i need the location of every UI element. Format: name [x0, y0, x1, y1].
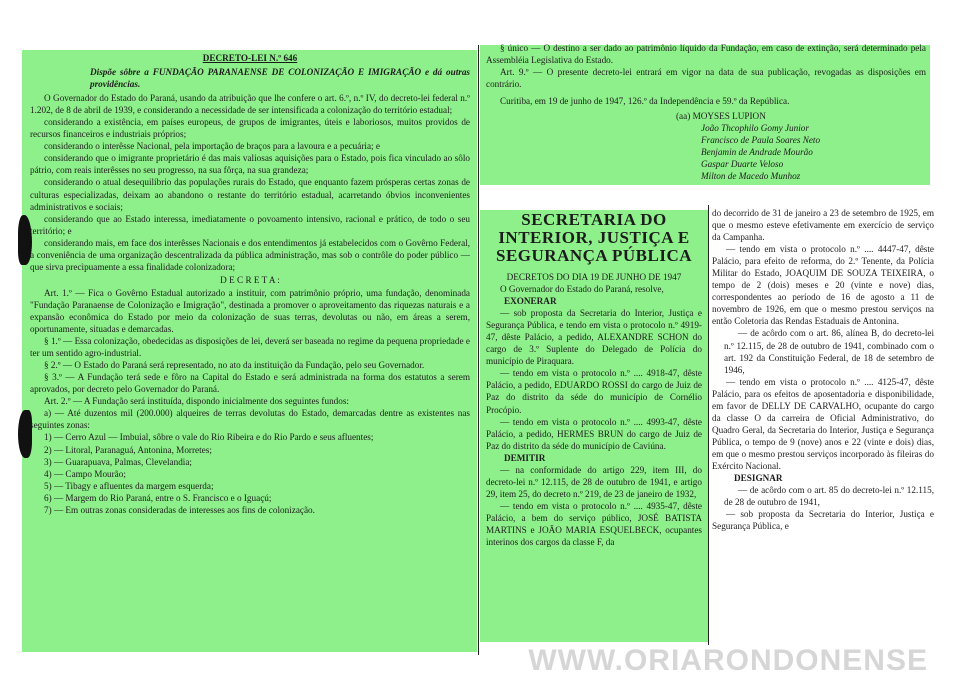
signature: João Thcophilo Gomy Junior — [701, 123, 809, 134]
article-paragraph: § 1.º — Essa colonização, obedecidas as disposições de lei, deverá ser baseada no regime da pequena propriedade e ter um sentido agro-industrial. — [30, 336, 470, 359]
decree-item: — tendo em vista o protocolo n.º .... 4993-47, dêste Palácio, a pedido, HERMES BRUN do cargo de Juiz de Paz do distrito da séde do município de Caviúna. — [486, 416, 702, 451]
article-paragraph: Art. 2.º — A Fundação será instituída, dispondo inicialmente dos seguintes fundos: — [44, 396, 349, 407]
closing-paragraph: Art. 9.º — O presente decreto-lei entrará em vigor na data de sua publicação, revogadas as disposições em contrário. — [486, 67, 926, 90]
decree-summary: Dispõe sôbre a FUNDAÇÃO PARANAENSE DE COLONIZAÇÃO E IMIGRAÇÃO e dá outras providências. — [90, 67, 470, 90]
article-paragraph: Art. 1.º — Fica o Govêrno Estadual autorizado a instituir, com patrimônio próprio, uma fundação, denominada "Fundação Paranaense de Colonização e Imigração", destinada a promover o aproveitamento das riquezas naturais e a expansão econômica do Estado por meio da colonização de suas terras, devolutas ou não, em áreas a serem, oportunamente, situadas e demarcadas. — [30, 287, 470, 335]
signature: Gaspar Duarte Veloso — [701, 159, 784, 170]
column-rule-right — [708, 205, 709, 645]
zone-item: 4) — Campo Mourão; — [44, 468, 126, 479]
decree-item: — de acôrdo com o art. 85 do decreto-lei n.º 12.115, de 28 de outubro de 1941, — [724, 485, 934, 508]
preamble-paragraph: considerando o interêsse Nacional, pela importação de braços para a lavoura e a pecuária; e — [44, 141, 380, 152]
decree-item: — sob proposta da Secretaria do Interior, Justiça e Segurança Pública, e tendo em vista o protocolo n.º 4919-47, dêste Palácio, a pedido, ALEXANDRE SCHON do cargo de 3.º Suplente do Delegado de Polícia do município de Piraquara. — [486, 308, 702, 367]
section-designar: DESIGNAR — [734, 473, 783, 484]
preamble-paragraph: considerando que o imigrante proprietário é das mais valiosas aquisições para o Estado, pois fica vinculado ao sôlo pátrio, com reais interêsses no seu progresso, na sua fôrça, na sua grandeza; — [30, 153, 470, 176]
zone-item: 7) — Em outras zonas consideradas de interesses aos fins de colonização. — [44, 504, 315, 515]
secretaria-column — [486, 211, 702, 643]
decree-item: — tendo em vista o protocolo n.º .... 4935-47, dêste Palácio, a bem do serviço público, JOSÉ BATISTA MARTINS e JOÃO MARIA ESQUELBECK, ocupantes interinos dos cargos da classe F, da — [486, 500, 702, 548]
decreta-heading: D E C R E T A : — [220, 274, 280, 285]
top-right-block — [486, 42, 926, 187]
secretaria-heading: SECRETARIA DO INTERIOR, JUSTIÇA E SEGURANÇA PÚBLICA — [496, 211, 692, 265]
decree-item: — de acôrdo com o art. 86, alínea B, do decreto-lei n.º 12.115, de 28 de outubro de 1941, combinado com o art. 192 da Constituição Federal, de 18 de setembro de 1946, — [724, 328, 934, 375]
signature: Benjamin de Andrade Mourão — [701, 147, 813, 158]
signature: Milton de Macedo Munhoz — [701, 171, 801, 182]
article-paragraph: § 2.º — O Estado do Paraná será representado, no ato da instituição da Fundação, pelo seu Governador. — [44, 360, 425, 371]
preamble-paragraph: considerando o atual desequilíbrio das populações rurais do Estado, que enquanto fazem prósperas certas zonas de culturas especializadas, deixam ao abandono o restante do território estadual, acarretando óbvios inconvenientes administrativos e sociais; — [30, 177, 470, 212]
zone-item: 5) — Tibagy e afluentes da margem esquerda; — [44, 480, 214, 491]
section-demitir: DEMITIR — [504, 452, 546, 463]
preamble-paragraph: considerando que ao Estado interessa, imediatamente o povoamento intensivo, racional e prático, de todo o seu território; e — [30, 213, 470, 236]
decree-item: — tendo em vista o protocolo n.º .... 4918-47, dêste Palácio, a pedido, EDUARDO ROSSI do cargo de Juiz de Paz do distrito da séde do município de Cornélio Procópio. — [486, 368, 702, 415]
intro-line: O Governador do Estado do Paraná, resolve, — [500, 284, 664, 295]
decree-title: DECRETO-LEI N.º 646 — [202, 53, 298, 63]
closing-paragraph: § único — O destino a ser dado ao patrimônio líquido da Fundação, em caso de extinção, será determinado pela Assembléia Legislativa do Estado. — [486, 43, 926, 66]
signature-governor: (aa) MOYSES LUPION — [676, 111, 766, 122]
article-paragraph: § 3.º — A Fundação terá sede e fôro na Capital do Estado e será administrada na forma dos estatutos a serem aprovados, por decreto pelo Governador do Paraná. — [30, 372, 470, 395]
column-rule-left — [478, 45, 479, 655]
signature: Francisco de Paula Soares Neto — [701, 135, 821, 146]
decree-item: — na conformidade do artigo 229, item III, do decreto-lei n.º 12.115, de 28 de outubro de 1941, e artigo 29, item 25, do decreto n.º 219, de 23 de janeiro de 1932, — [486, 464, 702, 499]
article-paragraph: a) — Até duzentos mil (200.000) alqueires de terras devolutas do Estado, demarcadas dentre as existentes nas seguintes zonas: — [30, 408, 470, 431]
left-column — [30, 52, 470, 652]
zone-item: 6) — Margem do Rio Paraná, entre o S. Francisco e o Iguaçú; — [44, 492, 272, 503]
zone-item: 1) — Cerro Azul — Imbuial, sôbre o vale do Rio Ribeira e do Rio Pardo e seus afluentes; — [44, 432, 374, 443]
decree-item: — tendo em vista o protocolo n.º .... 4447-47, dêste Palácio, para efeito de reforma, do 2.º Tenente, da Polícia Militar do Estado, JOAQUIM DE SOUZA TEIXEIRA, o tempo de 2 (dois) meses e 20 (vinte e nove) dias, correspondentes ao período de 16 de agosto a 11 de novembro de 1926, em que o mesmo prestou serviços na então Coletoria das Rendas Estaduais de Antonina. — [712, 244, 934, 327]
decrees-date-heading: DECRETOS DO DIA 19 DE JUNHO DE 1947 — [506, 272, 682, 282]
dateline: Curitiba, em 19 de junho de 1947, 126.º da Independência e 59.º da República. — [500, 96, 790, 107]
preamble-paragraph: considerando a existência, em países europeus, de grupos de imigrantes, úteis e laboriosos, muitos providos de recursos financeiros e industriais próprios; — [30, 117, 470, 140]
decree-item: do decorrido de 31 de janeiro a 23 de setembro de 1925, em que o mesmo esteve efetivamente em exercício de serviço da Campanha. — [712, 208, 934, 243]
zone-item: 3) — Guarapuava, Palmas, Clevelandia; — [44, 456, 192, 467]
preamble-paragraph: considerando mais, em face dos interêsses Nacionais e dos entendimentos já estabelecidos com o Govêrno Federal, a conveniência de uma organização descentralizada da pública administração, mas sob o contrôle do poder público — que sirva precìpuamente a essa finalidade colonizadora; — [30, 237, 470, 272]
zone-item: 2) — Litoral, Paranaguá, Antonina, Morretes; — [44, 444, 212, 455]
watermark: WWW.ORIARONDONENSE — [528, 644, 928, 677]
decree-item: — sob proposta da Secretaria do Interior, Justiça e Segurança Pública, e — [712, 509, 934, 532]
right-column — [712, 207, 934, 643]
preamble-paragraph: O Governador do Estado do Paraná, usando da atribuição que lhe confere o art. 6.º, n.º IV, do decreto-lei federal n.º 1.202, de 8 de abril de 1939, e considerando a necessidade de ser intensificada a colonização do território estadual; — [30, 93, 470, 116]
section-exonerar: EXONERAR — [504, 296, 557, 307]
decree-item: — tendo em vista o protocolo n.º .... 4125-47, dêste Palácio, para os efeitos de aposentadoria e disponibilidade, em favor de DELLY DE CARVALHO, ocupante do cargo da classe O da carreira de Oficial Administrativo, do Quadro Geral, da Secretaria do Interior, Justiça e Segurança Pública, o tempo de 9 (nove) anos e 22 (vinte e dois) dias, em que o mesmo prestou serviços incorporado às fileiras do Exército Nacional. — [712, 376, 934, 471]
